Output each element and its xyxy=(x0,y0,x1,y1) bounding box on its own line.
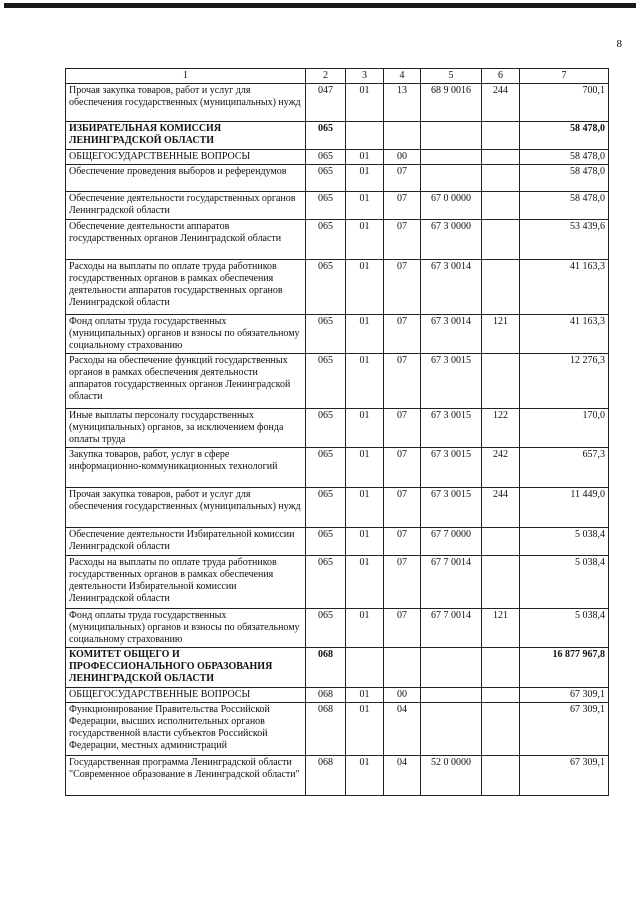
cell-amount: 16 877 967,8 xyxy=(520,648,609,688)
cell-subsection: 07 xyxy=(384,556,421,609)
cell-name: Фонд оплаты труда государственных (муниципальных) органов и взносы по обязательному социальному страхованию xyxy=(66,609,306,648)
table-row xyxy=(66,150,609,165)
cell-section: 01 xyxy=(346,220,384,260)
cell-expense-type xyxy=(482,556,520,609)
header-row xyxy=(66,69,609,84)
cell-name: Прочая закупка товаров, работ и услуг для обеспечения государственных (муниципальных) нужд xyxy=(66,488,306,528)
cell-target-article: 52 0 0000 xyxy=(421,756,482,796)
cell-expense-type xyxy=(482,192,520,220)
cell-amount: 58 478,0 xyxy=(520,150,609,165)
cell-amount: 170,0 xyxy=(520,409,609,448)
cell-expense-type: 122 xyxy=(482,409,520,448)
cell-subsection: 07 xyxy=(384,409,421,448)
cell-section xyxy=(346,122,384,150)
cell-name: Иные выплаты персоналу государственных (муниципальных) органов, за исключением фонда оплаты труда xyxy=(66,409,306,448)
cell-grbs-code: 065 xyxy=(306,609,346,648)
cell-expense-type: 244 xyxy=(482,84,520,122)
cell-section xyxy=(346,648,384,688)
cell-target-article: 67 0 0000 xyxy=(421,192,482,220)
cell-amount: 41 163,3 xyxy=(520,315,609,354)
cell-amount: 5 038,4 xyxy=(520,609,609,648)
cell-section: 01 xyxy=(346,354,384,409)
cell-target-article xyxy=(421,150,482,165)
header-cell: 7 xyxy=(520,69,609,84)
cell-expense-type xyxy=(482,648,520,688)
cell-amount: 58 478,0 xyxy=(520,192,609,220)
cell-target-article: 67 7 0000 xyxy=(421,528,482,556)
cell-subsection: 04 xyxy=(384,756,421,796)
cell-section: 01 xyxy=(346,688,384,703)
cell-subsection: 07 xyxy=(384,165,421,192)
cell-amount: 700,1 xyxy=(520,84,609,122)
cell-subsection: 00 xyxy=(384,150,421,165)
table-row xyxy=(66,354,609,409)
cell-section: 01 xyxy=(346,756,384,796)
header-cell: 6 xyxy=(482,69,520,84)
cell-name: ИЗБИРАТЕЛЬНАЯ КОМИССИЯ ЛЕНИНГРАДСКОЙ ОБЛАСТИ xyxy=(66,122,306,150)
cell-subsection: 00 xyxy=(384,688,421,703)
table-row xyxy=(66,260,609,315)
header-cell: 2 xyxy=(306,69,346,84)
cell-amount: 5 038,4 xyxy=(520,556,609,609)
cell-name: Обеспечение деятельности аппаратов государственных органов Ленинградской области xyxy=(66,220,306,260)
cell-section: 01 xyxy=(346,150,384,165)
cell-grbs-code: 065 xyxy=(306,488,346,528)
table-row xyxy=(66,409,609,448)
table-row xyxy=(66,84,609,122)
cell-grbs-code: 065 xyxy=(306,150,346,165)
cell-grbs-code: 065 xyxy=(306,556,346,609)
cell-name: Обеспечение деятельности Избирательной комиссии Ленинградской области xyxy=(66,528,306,556)
cell-expense-type xyxy=(482,165,520,192)
cell-subsection: 07 xyxy=(384,192,421,220)
cell-target-article xyxy=(421,122,482,150)
cell-grbs-code: 068 xyxy=(306,648,346,688)
cell-target-article xyxy=(421,165,482,192)
cell-section: 01 xyxy=(346,703,384,756)
cell-expense-type xyxy=(482,688,520,703)
cell-target-article: 67 7 0014 xyxy=(421,556,482,609)
cell-subsection: 04 xyxy=(384,703,421,756)
cell-section: 01 xyxy=(346,609,384,648)
cell-target-article: 67 3 0000 xyxy=(421,220,482,260)
cell-subsection: 07 xyxy=(384,220,421,260)
cell-expense-type xyxy=(482,354,520,409)
cell-section: 01 xyxy=(346,488,384,528)
cell-target-article xyxy=(421,648,482,688)
cell-section: 01 xyxy=(346,528,384,556)
cell-section: 01 xyxy=(346,448,384,488)
cell-subsection xyxy=(384,648,421,688)
cell-target-article: 67 3 0015 xyxy=(421,409,482,448)
table-row xyxy=(66,556,609,609)
cell-name: Обеспечение деятельности государственных органов Ленинградской области xyxy=(66,192,306,220)
cell-expense-type xyxy=(482,703,520,756)
cell-amount: 11 449,0 xyxy=(520,488,609,528)
cell-section: 01 xyxy=(346,315,384,354)
cell-name: Расходы на выплаты по оплате труда работников государственных органов в рамках обеспечения деятельности аппаратов государственных органов Ленинградской области xyxy=(66,260,306,315)
table-row xyxy=(66,448,609,488)
header-cell: 1 xyxy=(66,69,306,84)
cell-name: Функционирование Правительства Российской Федерации, высших исполнительных органов государственной власти субъектов Российской Федерации, местных администраций xyxy=(66,703,306,756)
cell-target-article: 67 3 0015 xyxy=(421,448,482,488)
top-border-bar xyxy=(4,3,636,8)
cell-expense-type xyxy=(482,220,520,260)
cell-amount: 67 309,1 xyxy=(520,756,609,796)
cell-name: ОБЩЕГОСУДАРСТВЕННЫЕ ВОПРОСЫ xyxy=(66,150,306,165)
cell-subsection: 07 xyxy=(384,609,421,648)
cell-expense-type xyxy=(482,122,520,150)
cell-amount: 53 439,6 xyxy=(520,220,609,260)
cell-subsection: 07 xyxy=(384,448,421,488)
cell-name: ОБЩЕГОСУДАРСТВЕННЫЕ ВОПРОСЫ xyxy=(66,688,306,703)
table-row xyxy=(66,756,609,796)
header-cell: 3 xyxy=(346,69,384,84)
table-row xyxy=(66,192,609,220)
cell-grbs-code: 065 xyxy=(306,315,346,354)
cell-subsection: 07 xyxy=(384,354,421,409)
cell-grbs-code: 065 xyxy=(306,409,346,448)
cell-amount: 41 163,3 xyxy=(520,260,609,315)
cell-grbs-code: 065 xyxy=(306,354,346,409)
cell-section: 01 xyxy=(346,556,384,609)
cell-expense-type xyxy=(482,528,520,556)
cell-grbs-code: 065 xyxy=(306,528,346,556)
cell-expense-type xyxy=(482,756,520,796)
cell-grbs-code: 047 xyxy=(306,84,346,122)
header-cell: 4 xyxy=(384,69,421,84)
cell-name: Расходы на выплаты по оплате труда работников государственных органов в рамках обеспечения деятельности Избирательной комиссии Ленинградской области xyxy=(66,556,306,609)
cell-grbs-code: 068 xyxy=(306,756,346,796)
cell-name: Фонд оплаты труда государственных (муниципальных) органов и взносы по обязательному социальному страхованию xyxy=(66,315,306,354)
cell-section: 01 xyxy=(346,84,384,122)
cell-section: 01 xyxy=(346,192,384,220)
cell-section: 01 xyxy=(346,165,384,192)
cell-target-article: 67 3 0015 xyxy=(421,354,482,409)
cell-amount: 5 038,4 xyxy=(520,528,609,556)
cell-section: 01 xyxy=(346,409,384,448)
cell-expense-type: 242 xyxy=(482,448,520,488)
cell-subsection: 07 xyxy=(384,488,421,528)
cell-name: Прочая закупка товаров, работ и услуг для обеспечения государственных (муниципальных) нужд xyxy=(66,84,306,122)
cell-amount: 67 309,1 xyxy=(520,703,609,756)
cell-name: КОМИТЕТ ОБЩЕГО И ПРОФЕССИОНАЛЬНОГО ОБРАЗОВАНИЯ ЛЕНИНГРАДСКОЙ ОБЛАСТИ xyxy=(66,648,306,688)
cell-subsection: 07 xyxy=(384,260,421,315)
cell-grbs-code: 068 xyxy=(306,703,346,756)
cell-section: 01 xyxy=(346,260,384,315)
cell-name: Расходы на обеспечение функций государственных органов в рамках обеспечения деятельности аппаратов государственных органов Ленинградской области xyxy=(66,354,306,409)
cell-expense-type xyxy=(482,150,520,165)
table-row xyxy=(66,165,609,192)
cell-expense-type: 121 xyxy=(482,315,520,354)
table-row xyxy=(66,648,609,688)
cell-amount: 58 478,0 xyxy=(520,165,609,192)
cell-grbs-code: 065 xyxy=(306,448,346,488)
header-cell: 5 xyxy=(421,69,482,84)
table-row xyxy=(66,688,609,703)
table-row xyxy=(66,122,609,150)
cell-target-article: 67 7 0014 xyxy=(421,609,482,648)
cell-name: Государственная программа Ленинградской области "Современное образование в Ленинградской области" xyxy=(66,756,306,796)
cell-name: Закупка товаров, работ, услуг в сфере информационно-коммуникационных технологий xyxy=(66,448,306,488)
table-row xyxy=(66,703,609,756)
cell-subsection: 07 xyxy=(384,315,421,354)
budget-table xyxy=(65,68,609,796)
cell-amount: 67 309,1 xyxy=(520,688,609,703)
cell-subsection xyxy=(384,122,421,150)
table-row xyxy=(66,315,609,354)
table-row xyxy=(66,528,609,556)
cell-name: Обеспечение проведения выборов и референдумов xyxy=(66,165,306,192)
cell-target-article: 68 9 0016 xyxy=(421,84,482,122)
table-row xyxy=(66,488,609,528)
cell-grbs-code: 065 xyxy=(306,122,346,150)
table-row xyxy=(66,220,609,260)
cell-target-article: 67 3 0015 xyxy=(421,488,482,528)
cell-grbs-code: 065 xyxy=(306,220,346,260)
cell-amount: 657,3 xyxy=(520,448,609,488)
table-row xyxy=(66,609,609,648)
cell-expense-type: 244 xyxy=(482,488,520,528)
cell-amount: 58 478,0 xyxy=(520,122,609,150)
cell-expense-type xyxy=(482,260,520,315)
cell-target-article xyxy=(421,688,482,703)
cell-grbs-code: 065 xyxy=(306,165,346,192)
cell-expense-type: 121 xyxy=(482,609,520,648)
cell-target-article: 67 3 0014 xyxy=(421,260,482,315)
cell-amount: 12 276,3 xyxy=(520,354,609,409)
page-number: 8 xyxy=(616,38,622,50)
cell-grbs-code: 068 xyxy=(306,688,346,703)
cell-target-article xyxy=(421,703,482,756)
cell-grbs-code: 065 xyxy=(306,260,346,315)
cell-subsection: 07 xyxy=(384,528,421,556)
cell-target-article: 67 3 0014 xyxy=(421,315,482,354)
cell-grbs-code: 065 xyxy=(306,192,346,220)
cell-subsection: 13 xyxy=(384,84,421,122)
